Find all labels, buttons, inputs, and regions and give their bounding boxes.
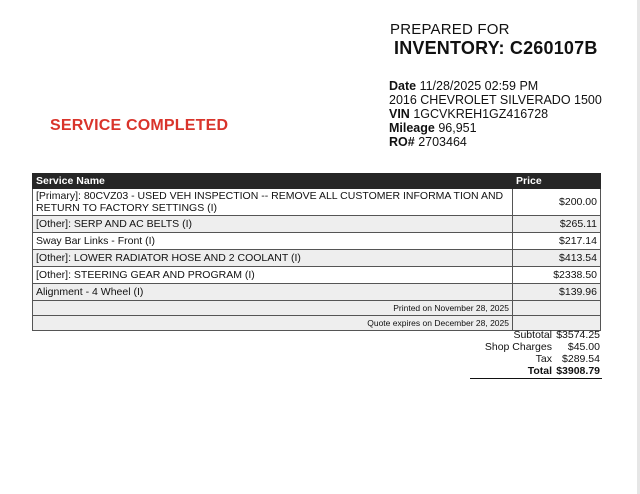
vin-label: VIN (389, 107, 410, 121)
mileage-line (389, 121, 602, 135)
ro-label: RO# (389, 135, 415, 149)
total-label: Total (470, 365, 554, 379)
shop-charges-label: Shop Charges (484, 341, 552, 353)
service-price: $200.00 (513, 189, 601, 216)
service-price: $265.11 (513, 216, 601, 233)
table-row (33, 267, 601, 284)
ro-line (389, 135, 602, 149)
service-price: $139.96 (513, 284, 601, 301)
table-row (33, 250, 601, 267)
total-value: $3908.79 (554, 365, 602, 379)
table-row (33, 284, 601, 301)
service-name: [Primary]: 80CVZ03 - USED VEH INSPECTION -- REMOVE ALL CUSTOMER INFORMA TION AND RETURN TO FACTORY SETTINGS (I) (33, 189, 513, 216)
shop-charges-value: $45.00 (567, 341, 600, 353)
service-name: [Other]: STEERING GEAR AND PROGRAM (I) (33, 267, 513, 284)
ro-value: 2703464 (418, 135, 467, 149)
totals-block (470, 329, 602, 379)
service-price: $217.14 (513, 233, 601, 250)
inventory-number: INVENTORY: C260107B (394, 38, 598, 58)
vehicle-model: 2016 CHEVROLET SILVERADO 1500 (389, 93, 602, 107)
service-price: $413.54 (513, 250, 601, 267)
total-row (470, 365, 602, 379)
vin-value: 1GCVKREH1GZ416728 (413, 107, 549, 121)
service-status: SERVICE COMPLETED (50, 117, 229, 134)
mileage-value: 96,951 (438, 121, 477, 135)
table-header-row (33, 174, 601, 189)
vin-line (389, 107, 602, 121)
service-name: [Other]: SERP AND AC BELTS (I) (33, 216, 513, 233)
shop-charges-row (470, 341, 602, 353)
table-row (33, 216, 601, 233)
table-row (33, 233, 601, 250)
printed-row (33, 301, 601, 316)
expires-note: Quote expires on December 28, 2025 (33, 316, 513, 331)
tax-label: Tax (535, 353, 552, 365)
service-name-header: Service Name (33, 174, 513, 189)
date-label: Date (389, 79, 417, 93)
services-table (32, 173, 601, 331)
subtotal-value: $3574.25 (556, 329, 600, 341)
service-name: Sway Bar Links - Front (I) (33, 233, 513, 250)
service-name: Alignment - 4 Wheel (I) (33, 284, 513, 301)
price-header: Price (513, 174, 601, 189)
printed-note: Printed on November 28, 2025 (33, 301, 513, 316)
printed-empty-cell (513, 301, 601, 316)
date-line (389, 79, 602, 93)
table-row (33, 189, 601, 216)
subtotal-row (470, 329, 602, 341)
tax-value: $289.54 (562, 353, 600, 365)
vehicle-info (389, 79, 602, 149)
date-value: 11/28/2025 02:59 PM (419, 79, 539, 93)
subtotal-label: Subtotal (513, 329, 552, 341)
service-name: [Other]: LOWER RADIATOR HOSE AND 2 COOLANT (I) (33, 250, 513, 267)
mileage-label: Mileage (389, 121, 435, 135)
service-price: $2338.50 (513, 267, 601, 284)
tax-row (470, 353, 602, 365)
prepared-for-label: PREPARED FOR (390, 21, 510, 38)
